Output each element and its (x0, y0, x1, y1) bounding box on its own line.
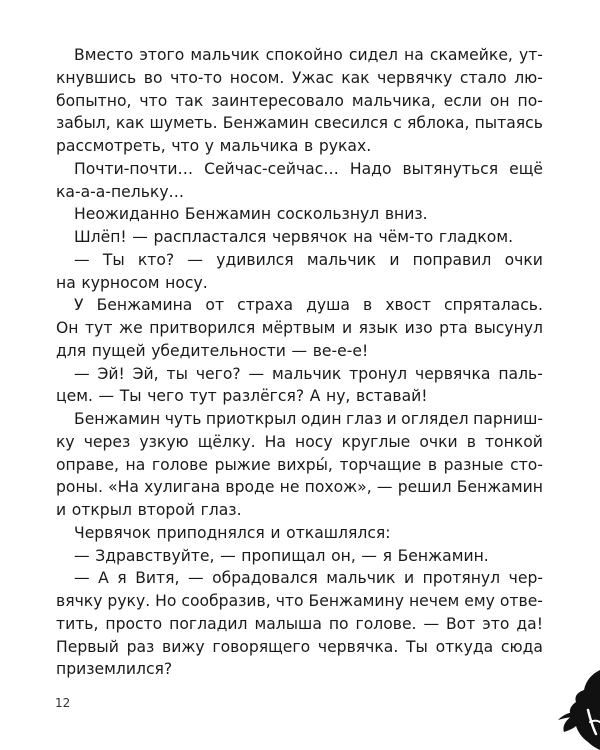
text-line: Первый раз вижу говорящего червячка. Ты откуда сюда (56, 637, 543, 656)
text-line: роны. «На хулигана вроде не похож», — решил Бенжамин (56, 478, 543, 497)
text-line: и открыл второй глаз. (56, 501, 242, 519)
text-line: — Эй! Эй, ты чего? — мальчик тронул червячка паль- (74, 364, 543, 383)
page-number: 12 (55, 696, 71, 710)
text-line: вячку руку. Но сообразив, что Бенжамину нечем ему отве- (56, 592, 543, 610)
text-line: кнувшись во что-то носом. Ужас как червячку стало лю- (56, 68, 543, 87)
text-line: Вместо этого мальчик спокойно сидел на скамейке, ут- (74, 46, 543, 64)
text-line: — А я Витя, — обрадовался мальчик и протянул чер- (74, 569, 543, 588)
text-line: на курносом носу. (56, 273, 208, 292)
black-splash-shape (563, 670, 600, 750)
text-line: У Бенжамина от страха душа в хвост спряталась. (74, 296, 543, 315)
text-line: рассмотреть, что у мальчика в руках. (56, 137, 372, 155)
text-line: бопытно, что так заинтересовало мальчика, если он по- (56, 91, 543, 110)
text-line: цем. — Ты чего тут разлёгся? А ну, вставай! (56, 387, 428, 406)
text-line: забыл, как шуметь. Бенжамин свесился с яблока, пытаясь (56, 114, 543, 133)
text-line: Червячок приподнялся и откашлялся: (74, 523, 391, 542)
text-line: тить, просто погладил малыша по голове. — Вот это да! (56, 614, 543, 633)
text-line: Бенжамин чуть приоткрыл один глаз и оглядел парниш- (74, 410, 543, 428)
text-line: для пущей убедительности — ве-е-е! (56, 341, 369, 360)
text-line: Он тут же притворился мёртвым и язык изо рта высунул (56, 319, 543, 337)
body-text (56, 44, 543, 681)
text-line: Неожиданно Бенжамин соскользнул вниз. (74, 205, 428, 224)
text-line: ка-а-а-пельку… (56, 182, 185, 201)
text-line: Шлёп! — распластался червячок на чём-то гладком. (74, 228, 514, 246)
text-line: — Здравствуйте, — пропищал он, — я Бенжамин. (74, 546, 489, 565)
text-line: оправе, на голове рыжие вихры́, торчащие в разные сто- (56, 455, 543, 474)
text-line: — Ты кто? — удивился мальчик и поправил очки (74, 250, 543, 269)
text-line: Почти-почти… Сейчас-сейчас… Надо вытянуться ещё (74, 159, 543, 178)
text-line: приземлился? (56, 660, 173, 679)
decorative-illustration-corner (540, 650, 600, 750)
text-line: ку через узкую щёлку. На носу круглые очки в тонкой (56, 432, 543, 451)
